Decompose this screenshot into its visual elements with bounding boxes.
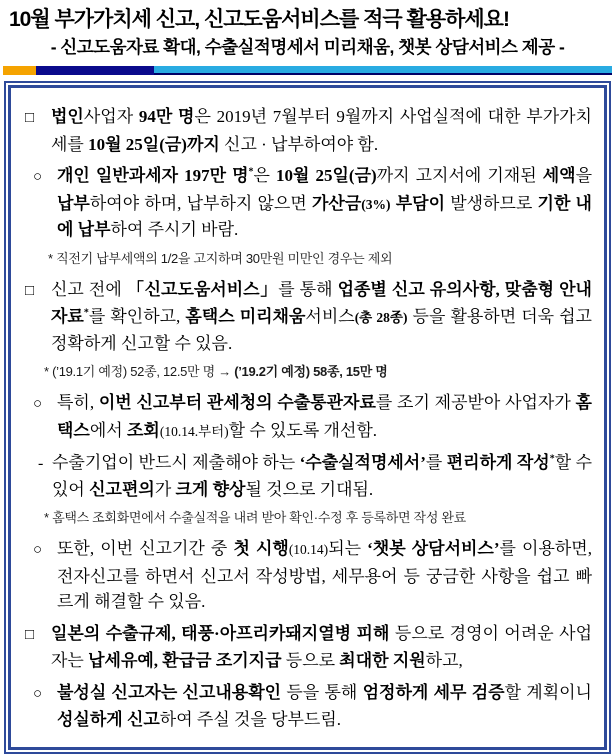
text-segment: 할 수 있어: [52, 453, 592, 499]
text-segment: 개인 일반과세자 197만 명: [57, 166, 249, 185]
text-segment: 등을 활용하면 더욱 쉽고 정확하게 신고할 수 있음.: [51, 307, 592, 353]
text-segment: 신고편의: [89, 479, 155, 499]
text-segment: 신고 전에: [51, 279, 127, 299]
bullet-square-icon: □: [25, 110, 35, 126]
paragraph: [25, 621, 592, 674]
text-segment: (10.14): [288, 542, 329, 557]
text-segment: 첫 시행: [233, 539, 289, 558]
text-segment: 를 이용하면, 전자신고를 하면서 신고서 작성방법, 세무용어 등 궁금한 사항을 쉽고 빠르게 해결할 수 있음.: [57, 539, 592, 611]
text-segment: 될 것으로 기대됨.: [245, 479, 374, 499]
text-segment: 서비스: [305, 307, 355, 326]
text-segment: 를: [425, 453, 447, 472]
text-segment: 발생하므로: [445, 193, 538, 213]
bullet-square-icon: □: [25, 626, 35, 643]
text-segment: 크게 향상: [175, 479, 246, 499]
divider-navy-segment: [36, 66, 154, 75]
divider-orange-segment: [3, 66, 36, 75]
text-segment: 하여 주시기 바람.: [110, 220, 239, 239]
text-segment: 를 확인하고,: [88, 307, 186, 326]
text-segment: 조회: [126, 420, 160, 440]
paragraph: [25, 277, 592, 357]
text-segment: 업종별 신고 유의사항, 맞춤형 안내자료: [51, 279, 592, 326]
text-segment: 등을 통해: [281, 682, 363, 702]
text-segment: 하여 주실 것을 당부드림.: [159, 710, 342, 729]
footnote: [44, 362, 592, 381]
paragraph: [33, 680, 592, 733]
paragraph: [33, 390, 592, 444]
paragraph: [33, 536, 592, 615]
text-segment: 할 수 있도록 개선함.: [228, 420, 378, 440]
text-segment: *: [83, 307, 89, 319]
text-segment: 를 통해: [278, 279, 338, 299]
text-segment: 수출기업이 반드시 제출해야 하는: [52, 453, 300, 472]
bullet-dash-icon: -: [38, 455, 44, 472]
text-segment: 되는: [328, 539, 368, 558]
text-segment: *: [549, 453, 555, 465]
footnote: [48, 249, 592, 268]
text-segment: 등으로: [281, 651, 340, 670]
bullet-circle-icon: ○: [33, 685, 43, 702]
tricolor-divider-bar: [3, 66, 612, 75]
page-subtitle: - 신고도움자료 확대, 수출실적명세서 미리채움, 챗봇 상담서비스 제공 -: [50, 37, 565, 57]
bullet-circle-icon: ○: [33, 396, 43, 412]
text-segment: 기한 내에 납부: [57, 193, 592, 239]
text-segment: ‘챗봇 상담서비스’: [367, 539, 500, 558]
text-segment: (10.14.부터): [159, 423, 229, 439]
text-segment: 엄정하게 세무 검증: [362, 682, 505, 702]
text-segment: 10월 25일(금): [276, 166, 377, 185]
text-segment: 신고 · 납부하여야 함.: [224, 134, 379, 154]
page-title: 10월 부가가치세 신고, 신고도움서비스를 적극 활용하세요!: [9, 8, 509, 31]
text-segment: 94만 명: [138, 107, 195, 126]
text-segment: 성실하게 신고: [57, 710, 160, 729]
text-segment: 이번 신고부터 관세청의 수출통관자료: [98, 393, 376, 412]
text-segment: 불성실 신고자는 신고내용확인: [57, 682, 282, 702]
text-segment: (’19.2기 예정) 58종, 15만 명: [234, 364, 388, 379]
text-segment: 납세유예, 환급금 조기지급: [88, 651, 282, 670]
text-segment: 「신고도움서비스」: [126, 279, 279, 299]
text-segment: 세액: [542, 166, 576, 185]
content-box-border: [4, 81, 611, 754]
document-body: [8, 85, 607, 750]
footnote: [44, 508, 592, 527]
text-segment: 하고,: [425, 651, 463, 670]
text-segment: * 홈택스 조회화면에서 수출실적을 내려 받아 확인·수정 후 등록하면 작성 완료: [44, 510, 466, 525]
bullet-circle-icon: ○: [33, 542, 43, 558]
paragraph: [33, 163, 592, 243]
text-segment: 법인: [51, 107, 84, 126]
text-segment: 까지 고지서에 기재된: [376, 166, 543, 185]
text-segment: * (’19.1기 예정) 52종, 12.5만 명 →: [44, 364, 235, 379]
text-segment: 또한, 이번 신고기간 중: [57, 539, 234, 558]
text-segment: 가산금: [311, 193, 362, 213]
text-segment: 를 조기 제공받아 사업자가: [375, 393, 576, 412]
text-segment: (총 28종): [354, 310, 408, 325]
text-segment: 10월 25일(금)까지: [88, 134, 225, 154]
text-segment: *: [248, 166, 254, 178]
text-segment: 가: [154, 479, 176, 499]
text-segment: 홈택스: [57, 393, 592, 440]
text-segment: 납부: [57, 193, 90, 213]
divider-blue-segment: [154, 66, 612, 75]
text-segment: 은 2019년 7월부터 9월까지 사업실적에 대한 부가가치세를: [51, 107, 592, 154]
text-segment: 등으로 경영이 어려운 사업자는: [51, 623, 592, 670]
text-segment: 일본의 수출규제, 태풍·아프리카돼지열병 피해: [51, 623, 390, 643]
text-segment: 할 계획이니: [504, 682, 592, 702]
text-segment: 특히,: [57, 393, 99, 412]
text-segment: ‘수출실적명세서’: [299, 453, 426, 472]
text-segment: * 직전기 납부세액의 1/2을 고지하며 30만원 미만인 경우는 제외: [48, 250, 393, 266]
paragraph: [38, 450, 592, 502]
bullet-square-icon: □: [25, 282, 35, 299]
text-segment: 최대한 지원: [339, 651, 426, 670]
text-segment: 편리하게 작성: [446, 453, 550, 472]
bullet-circle-icon: ○: [33, 169, 43, 185]
text-segment: 홈택스 미리채움: [185, 307, 306, 326]
paragraph: [25, 104, 592, 157]
text-segment: 에서: [89, 420, 127, 440]
text-segment: 부담이: [395, 193, 445, 213]
text-segment: 사업자: [83, 107, 139, 126]
text-segment: 은: [253, 166, 277, 185]
text-segment: 하여야 하며, 납부하지 않으면: [89, 193, 312, 213]
text-segment: (3%): [361, 196, 391, 212]
text-segment: 을: [575, 166, 592, 185]
